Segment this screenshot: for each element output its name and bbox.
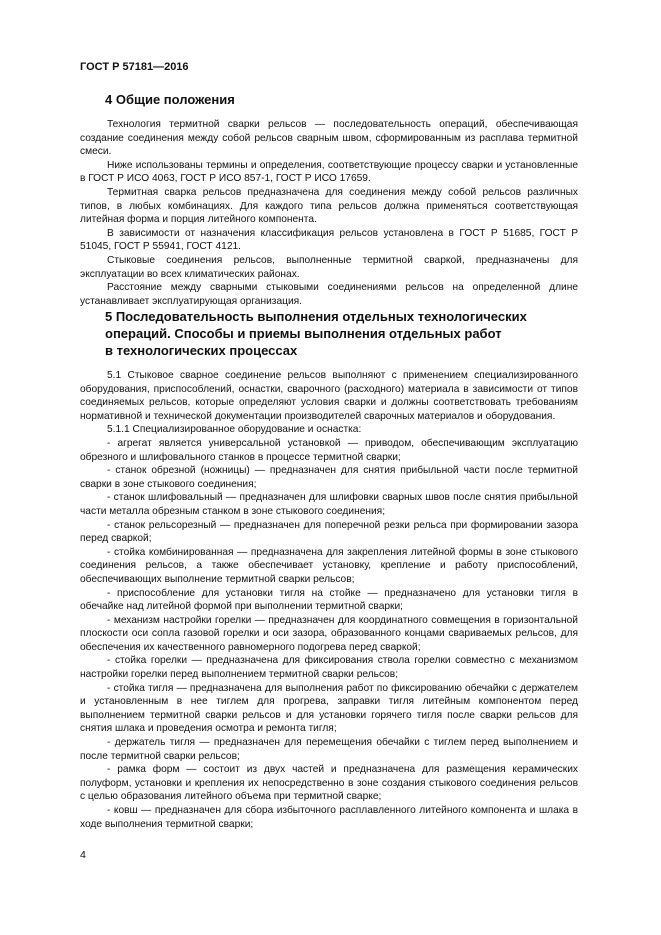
section-5-heading-line: операций. Способы и приемы выполнения отдельных работ: [105, 326, 502, 341]
paragraph: Расстояние между сварными стыковыми соединениями рельсов на определенной длине устанавливает эксплуатирующая организация.: [80, 282, 578, 307]
page-number: 4: [80, 849, 86, 861]
list-item: - стойка тигля — предназначена для выполнения работ по фиксированию обечайки с держателем и установленным в нее тиглем для прогрева, заправки тигля литейным компонентом перед выполнением термитной сварки рельсов и для установки горячего тигля после сварки рельсов для снятия шлака и проведения осмотра и ремонта тигля;: [80, 682, 578, 735]
section-5-heading-line: в технологических процессах: [105, 343, 298, 358]
list-item: - станок рельсорезный — предназначен для поперечной резки рельса при формировании зазора перед сваркой;: [80, 519, 578, 545]
list-item: - станок обрезной (ножницы) — предназначен для снятия прибыльной части после термитной сварки в зоне стыкового соединения;: [80, 465, 578, 490]
paragraph: Ниже использованы термины и определения, соответствующие процессу сварки и установленные в ГОСТ Р ИСО 4063, ГОСТ Р ИСО 857-1, ГОСТ Р ИСО 17659.: [80, 159, 578, 185]
paragraph: Стыковые соединения рельсов, выполненные термитной сваркой, предназначены для эксплуатации во всех климатических районах.: [80, 254, 578, 280]
paragraph: Технология термитной сварки рельсов — последовательность операций, обеспечивающая создание соединения между собой рельсов сварным швом, сформированным из расплава термитной смеси.: [80, 119, 578, 158]
standard-identifier: ГОСТ Р 57181—2016: [80, 61, 189, 73]
list-item: - станок шлифовальный — предназначен для шлифовки сварных швов после снятия прибыльной части металла обрезным станком в зоне стыкового соединения;: [80, 492, 578, 517]
list-item: - механизм настройки горелки — предназначен для координатного совмещения в горизонтальной плоскости оси сопла газовой горелки и оси зазора, образованного концами свариваемых рельсов, для обеспечения их качественного равномерного подогрева перед сваркой;: [80, 614, 578, 653]
list-item: - стойка горелки — предназначена для фиксирования ствола горелки совместно с механизмом настройки горелки перед выполнением термитной сварки рельсов;: [80, 655, 578, 681]
list-item: - рамка форм — состоит из двух частей и предназначена для размещения керамических полуформ, установки и крепления их непосредственно в зоне создания стыкового соединения рельсов с целью образования литейного объема при термитной сварке;: [80, 764, 578, 803]
section-4-body: [80, 118, 578, 308]
paragraph: 5.1.1 Специализированное оборудование и оснастка:: [107, 424, 362, 436]
section-5-body: [80, 369, 578, 831]
list-item: - приспособление для установки тигля на стойке — предназначено для установки тигля в обечайке над литейной формой при выполнении термитной сварки;: [80, 587, 578, 613]
paragraph: Термитная сварка рельсов предназначена для соединения между собой рельсов различных типов, в любых комбинациях. Для каждого типа рельсов должна применяться соответствующая литейная форма и порция литейного компонента.: [80, 186, 578, 226]
list-item: - агрегат является универсальной установкой — приводом, обеспечивающим эксплуатацию обрезного и шлифовального станков в процессе термитной сварки;: [80, 437, 578, 463]
paragraph: 5.1 Стыковое сварное соединение рельсов выполняют с применением специализированного оборудования, приспособлений, оснастки, сварочного (расходного) материала в зависимости от типов соединяемых рельсов, которые определяют условия сварки и должны соответствовать требованиям нормативной и технической документации производителей сварочных материалов и оборудования.: [80, 370, 578, 422]
section-5-heading: [105, 308, 575, 359]
list-item: - стойка комбинированная — предназначена для закрепления литейной формы в зоне стыкового соединения рельсов, а также обеспечивает установку, крепление и работу приспособлений, обеспечивающих выполнение термитной сварки рельсов;: [80, 546, 578, 585]
list-item: - держатель тигля — предназначен для перемещения обечайки с тиглем перед выполнением и после термитной сварки рельсов;: [80, 737, 578, 762]
section-4-heading: 4 Общие положения: [105, 92, 235, 107]
paragraph: В зависимости от назначения классификация рельсов установлена в ГОСТ Р 51685, ГОСТ Р 51045, ГОСТ Р 55941, ГОСТ 4121.: [80, 227, 578, 253]
list-item: - ковш — предназначен для сбора избыточного расплавленного литейного компонента и шлака в ходе выполнения термитной сварки;: [80, 805, 578, 830]
section-5-heading-line: 5 Последовательность выполнения отдельных технологических: [105, 309, 527, 324]
